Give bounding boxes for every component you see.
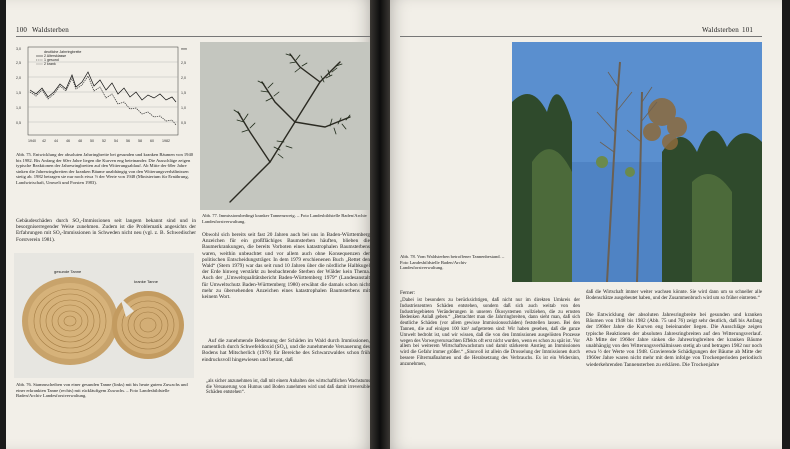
svg-text:2 krank: 2 krank <box>44 62 56 66</box>
left-paragraph-3: Auf die zunehmende Bedeutung der Schäden im Wald durch Immissionen, namentlich durch Schwefeldioxid (SO₂), und die zunehmende Versauerung des Bodens hat Mitscherlich (1976) für Bereiche des Schwarzwaldes schon früh eindrucksvoll hingewiesen und betont, daß <box>202 338 370 363</box>
svg-text:1,5: 1,5 <box>16 91 21 95</box>
ring-width-chart <box>14 42 194 148</box>
svg-text:50: 50 <box>90 139 94 143</box>
svg-text:kranke Tanne: kranke Tanne <box>134 279 158 284</box>
svg-text:48: 48 <box>78 139 82 143</box>
figure-77-twig-photo <box>200 42 372 210</box>
left-paragraph-1: Gebäudeschäden durch SO₂-Immissionen seit langem bekannt sind und in besorgniserregender Weise zunehmen. Zudem ist die Problematik angesichts der Erfahrungen mit SO₂-Immissionen in Schweden nicht neu (vgl. z. B. Schwedischer Forstverein 1981). <box>16 218 196 243</box>
svg-text:2,5: 2,5 <box>16 61 21 65</box>
figure-77-caption: Abb. 77. Immissionsbedingt kranker Tannenzweig. – Foto Landesbildstelle Baden/Archiv Landesforstverwaltung. <box>202 213 368 224</box>
svg-text:gesunde Tanne: gesunde Tanne <box>54 269 82 274</box>
svg-text:1,0: 1,0 <box>181 106 186 110</box>
page-number-right: 101 <box>742 26 754 34</box>
right-page <box>382 0 782 449</box>
running-header-right: Waldsterben <box>702 26 740 34</box>
left-page <box>6 0 378 449</box>
svg-text:52: 52 <box>102 139 106 143</box>
svg-text:0,5: 0,5 <box>16 121 21 125</box>
running-header-left: Waldsterben <box>32 26 70 34</box>
svg-text:1982: 1982 <box>162 139 170 143</box>
right-quote-1: „Dabei ist besonders zu berücksichtigen, daß nicht nur im direkten Umkreis der Industriezentren Schäden entstehen, sondern daß sich auch weitab von den Industriegebieten Veränderungen in unseren Ökosystemen vollziehen, die zu ernsten Bedenken Anlaß geben.“ „Betrachtet man die Jahrringbreiten, dann sieht man, daß sich deutliche Schäden (vor allem gewisse Immissionsschäden) feststellen lassen. Bei den Tannen, die auf einigen 100 km² aufgetreten sind: Wir haben gesehen, daß die ganze Umwelt bedroht ist, und wir wissen, daß die von den Immissionen ausgelösten Prozesse wegen des Vorwegverursachten Effekts oft erst nicht wurden, wenn es schon zu spät ist. Vor allem bei weiterem Wirtschaftswachstum und damit stärkerem Anstieg an Immissionen wird die Gefahr immer größer.“ „Sinnvoll ist allein die Drosselung der Immissionen durch bessere Filtermaßnahmen und die Herabsetzung des Verbrauchs. Es ist ein Widersinn, anzunehmen, <box>400 298 580 367</box>
svg-text:deutliche Jahrringbreite: deutliche Jahrringbreite <box>44 50 82 54</box>
svg-text:3,0: 3,0 <box>16 47 21 51</box>
svg-text:1,5: 1,5 <box>181 91 186 95</box>
header-rule <box>16 36 371 37</box>
page-number-left: 100 <box>16 26 28 34</box>
svg-text:58: 58 <box>138 139 142 143</box>
svg-text:60: 60 <box>150 139 154 143</box>
figure-78-caption: Abb. 78. Vom Waldsterben betroffener Tannenbestand. – Foto Landesbildstelle Baden/Archiv Landesforstverwaltung. <box>400 254 505 270</box>
svg-text:2,0: 2,0 <box>181 76 186 80</box>
svg-text:2 Altersklasse: 2 Altersklasse <box>44 54 67 58</box>
svg-text:56: 56 <box>126 139 130 143</box>
svg-text:0,5: 0,5 <box>181 121 186 125</box>
svg-text:46: 46 <box>66 139 70 143</box>
left-paragraph-2: Obwohl sich bereits seit fast 20 Jahren auch bei uns in Baden-Württemberg Anzeichen für ein großflächiges Baumsterben häuften, blieben die Baumerkrankungen, die bereits Vorboten eines katastrophalen Baumsterbens waren, weithin unbeachtet und vor allem auch ohne Konsequenzen der politischen Entscheidungsträger. In dem 1979 erschienenen Buch „Rettet den Wald“ (Stern 1979) war das seit rund 10 Jahren über die nördliche Halbkugel der Erde hinweg verstärkt zu beobachtende Sterben der Wälder kein Thema. Auch der „Umweltqualitätsbericht Baden-Württemberg 1979“ (Landesanstalt für Umweltschutz Baden-Württemberg 1980) erwähnt die damals schon nicht mehr zu übersehenden Anzeichen eines katastrophalen Baumsterbens mit keinem Wort. <box>202 232 370 301</box>
svg-text:mm: mm <box>181 47 187 51</box>
right-ferner: Ferner: <box>400 290 416 296</box>
header-rule-right <box>400 36 762 37</box>
figure-76-caption: Abb. 76. Stammscheiben von einer gesunden Tanne (links) mit bis heute gutem Zuwachs und einer erkrankten Tanne (rechts) mit rückläufigem Zuwachs. – Foto Landesbildstelle Baden/Archiv Landesforstverwaltung. <box>16 382 188 398</box>
svg-text:2,0: 2,0 <box>16 76 21 80</box>
right-paragraph: Die Entwicklung der absoluten Jahresringbreite bei gesunden und kranken Bäumen von 1948 bis 1982 (Abb. 75 und 76) zeigt sehr deutlich, daß bis Anfang der 1960er Jahre die Kurven eng beieinander liegen. Die Ausschläge zeigen typische Reaktionen der absoluten Jahresringbreiten auf den Witterungsverlauf. Ab Mitte der 1960er Jahre sinken die Jahresringbreiten der kranken Bäume unabhängig von den Witterungsverhältnissen stetig ab und betragen 1982 nur noch etwa ½ der Werte von 1948. Gravierende Schädigungen der Bäume ab Mitte der 1960er Jahre waren nicht mehr mit dem infolge von Trockenperioden periodisch wiederkehrenden Tannensterben zu erklären. Die Trockenjahre <box>586 312 762 368</box>
svg-text:1 gesund: 1 gesund <box>44 58 59 62</box>
svg-text:42: 42 <box>42 139 46 143</box>
figure-75-caption: Abb. 75. Entwicklung der absoluten Jahrringbreite bei gesunden und kranken Bäumen von 1940 bis 1982. Bis Anfang der 60er Jahre liegen die Kurven eng beieinander. Die Ausschläge zeigen typische Reaktionen der Jahresringbreiten auf den Witterungsablauf. Ab Mitte der 60er Jahre sinken die Jahresringbreiten der kranken Bäume unabhängig von den Witterungsverhältnissen stetig ab. 1982 betragen sie nur noch etwa ½ der Werte von 1948 (Ministerium für Ernährung, Landwirtschaft, Umwelt und Forsten 1983). <box>16 152 194 185</box>
svg-text:44: 44 <box>54 139 58 143</box>
figure-76-tree-discs-photo <box>14 253 194 378</box>
svg-text:2,5: 2,5 <box>181 61 186 65</box>
svg-text:54: 54 <box>114 139 118 143</box>
book-gutter <box>370 0 390 449</box>
figure-78-forest-photo <box>512 42 762 282</box>
svg-text:1940: 1940 <box>28 139 36 143</box>
svg-text:1,0: 1,0 <box>16 106 21 110</box>
left-quote: „als sicher anzunehmen ist, daß mit einem Anhalten des wirtschaftlichen Wachstums die Versauerung von Humus und Boden zunehmen wird und daß damit irreversible Schäden entstehen“. <box>206 379 370 396</box>
right-quote-2: daß die Wirtschaft immer weiter wachsen könnte. Sie wird dann um so schneller alle Bodenschätze ausgebeutet haben, und der Zusammenbruch wird um so früher eintreten.“ <box>586 290 762 301</box>
